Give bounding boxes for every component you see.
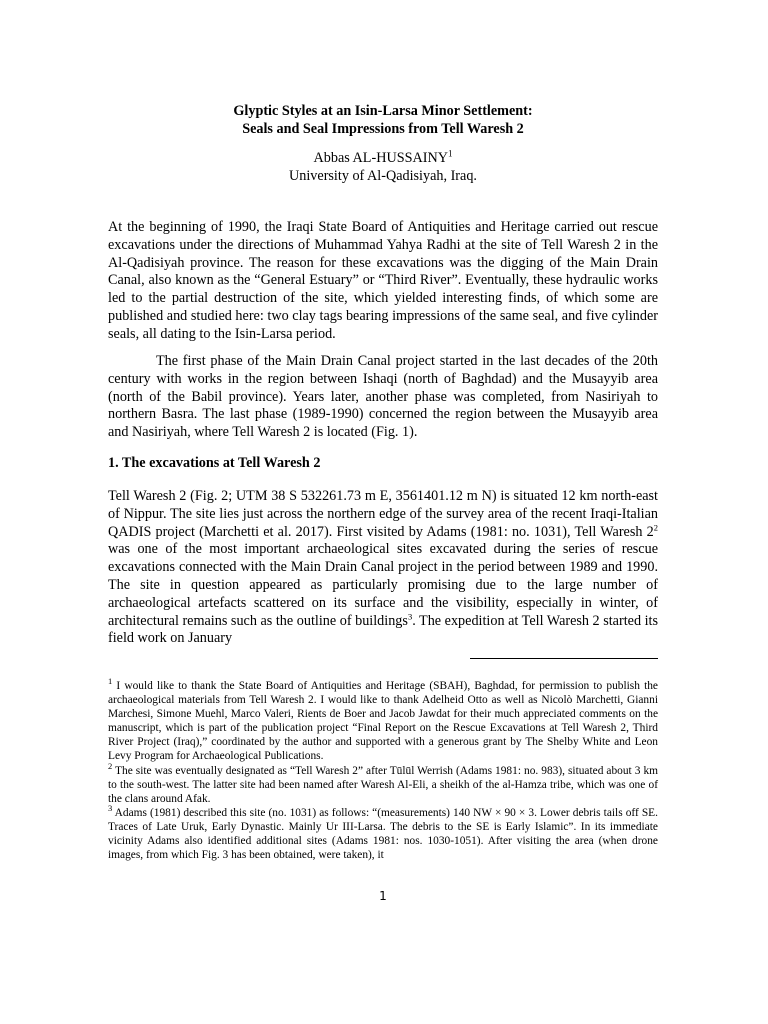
footnote-text-3: Adams (1981) described this site (no. 1031) as follows: “(measurements) 140 NW × 90 × 3. Lower debris tails off SE. Traces of Late Uruk, Early Dynastic. Mainly Ur III-Larsa. The debris to the SE is Early Islamic”. In its immediate vicinity Adams also identified additional sites (Adams 1981: nos. 1030-1051). After visiting the area (when drone images, from which Fig. 3 has been obtained, were taken), it <box>108 806 658 862</box>
footnote-1 <box>108 676 658 764</box>
footnotes <box>108 676 658 862</box>
title-line-2: Seals and Seal Impressions from Tell Waresh 2 <box>242 121 524 137</box>
paper-page <box>108 0 658 1024</box>
author-footnote-ref[interactable]: 1 <box>447 148 453 159</box>
author-name <box>108 149 658 167</box>
title-line-1: Glyptic Styles at an Isin-Larsa Minor Settlement: <box>233 103 533 119</box>
footnote-separator <box>470 658 658 659</box>
paragraph-text-b: was one of the most important archaeological sites excavated during the series of rescue excavations connected with the Main Drain Canal project in the period between 1989 and 1990. The site in question appeared as particularly promising due to the large number of archaeological artefacts scattered on its surface and the visibility, especially in winter, of architectural remains such as the outline of buildings <box>108 541 658 629</box>
paragraph-text: The first phase of the Main Drain Canal project started in the last decades of the 20th century with works in the region between Ishaqi (north of Baghdad) and the Musayyib area (north of the Babil province). Years later, another phase was completed, from Nasiriyah to northern Basra. The last phase (1989-1990) concerned the region between the Musayyib area and Nasiriyah, where Tell Waresh 2 is located (Fig. 1). <box>108 353 658 441</box>
page-number: 1 <box>379 889 387 903</box>
footnote-ref-2[interactable]: 2 <box>653 521 658 532</box>
footnote-text-2: The site was eventually designated as “Tell Waresh 2” after Tūlūl Werrish (Adams 1981: no. 983), situated about 3 km to the south-west. The latter site had been named after Waresh Al-Eli, a sheikh of the al-Hamza tribe, which was one of the clans around Afak. <box>108 764 658 805</box>
author-first-name: Abbas <box>313 150 353 166</box>
paragraph-text-c: . The expedition at Tell Waresh 2 started its field work on January <box>108 612 658 647</box>
author-last-name-rest: L <box>362 150 372 166</box>
footnote-3 <box>108 803 658 862</box>
author-block <box>108 149 658 185</box>
footnote-number-2: 2 <box>108 760 113 771</box>
paragraph-text <box>108 488 658 648</box>
footnote-number-3: 3 <box>108 803 113 814</box>
author-last-name-initial: A <box>352 150 363 166</box>
author-last-name-hyphen: -H <box>371 150 387 166</box>
section-heading: 1. The excavations at Tell Waresh 2 <box>108 455 321 471</box>
intro-paragraph-2 <box>108 353 658 442</box>
paragraph-text-a: Tell Waresh 2 (Fig. 2; UTM 38 S 532261.73 m E, 3561401.12 m N) is situated 12 km north-east of Nippur. The site lies just across the northern edge of the survey area of the recent Iraqi-Italian QADIS project (Marchetti et al. 2017). First visited by Adams (1981: no. 1031), Tell Waresh 2 <box>108 488 658 540</box>
footnote-number-1: 1 <box>108 676 113 687</box>
section-paragraph-1 <box>108 488 658 648</box>
author-last-name-tail: USSAINY <box>386 150 448 166</box>
author-affiliation: University of Al-Qadisiyah, Iraq. <box>289 168 477 184</box>
footnote-ref-3[interactable]: 3 <box>407 610 413 621</box>
paper-title <box>108 102 658 138</box>
footnote-text-1: I would like to thank the State Board of Antiquities and Heritage (SBAH), Baghdad, for permission to publish the archaeological materials from Tell Waresh 2. I would like to thank Adelheid Otto as well as Nicolò Marchetti, Gianni Marchesi, Simone Muehl, Marco Valeri, Rients de Boer and Jacob Jawdat for their much appreciated comments on the manuscript, which is part of the publication project “Final Report on the Rescue Excavations at Tell Waresh 2, Third River Project (Iraq),” coordinated by the author and supported with a generous grant by The Shelby White and Leon Levy Program for Archaeological Publications. <box>108 680 658 763</box>
footnote-2 <box>108 760 658 806</box>
intro-paragraph-1 <box>108 219 658 344</box>
paragraph-text: At the beginning of 1990, the Iraqi State Board of Antiquities and Heritage carried out rescue excavations under the directions of Muhammad Yahya Radhi at the site of Tell Waresh 2 in the Al-Qadisiyah province. The reason for these excavations was the digging of the Main Drain Canal, also known as the “General Estuary” or “Third River”. Eventually, these hydraulic works led to the partial destruction of the site, which yielded interesting finds, of which some are published and studied here: two clay tags bearing impressions of the same seal, and five cylinder seals, all dating to the Isin-Larsa period. <box>108 219 658 342</box>
